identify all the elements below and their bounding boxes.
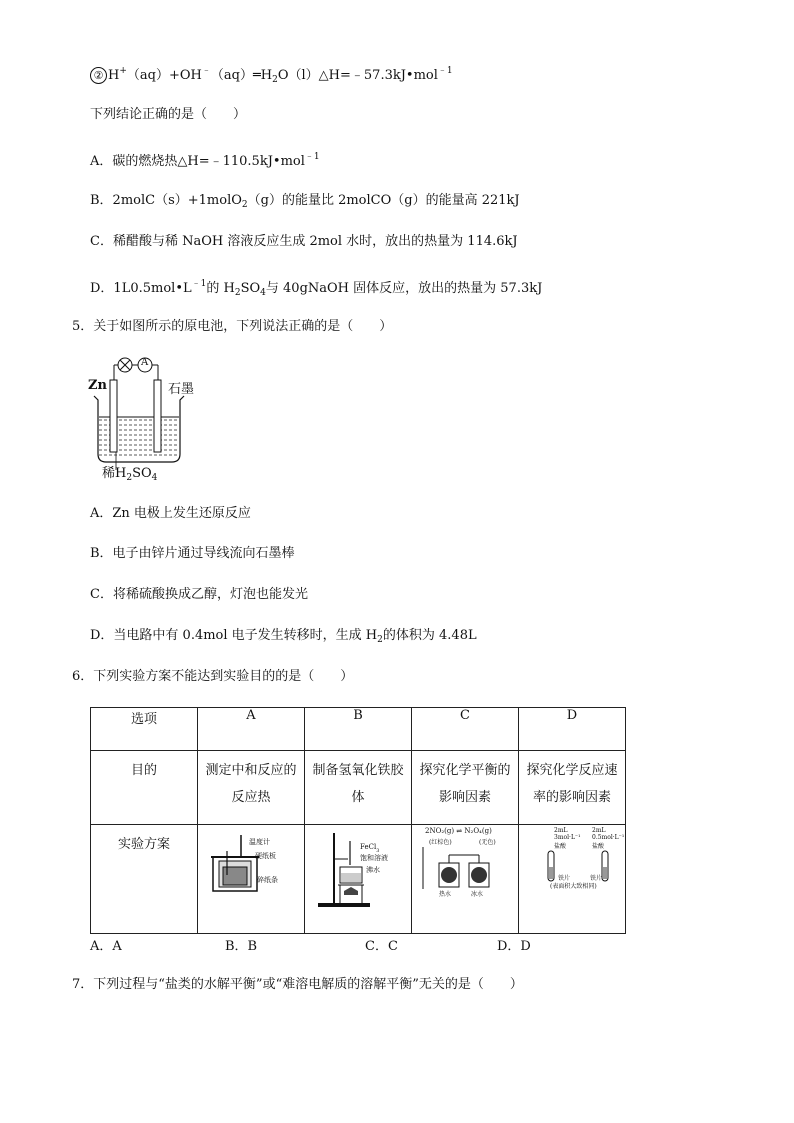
plan-a: [198, 825, 305, 934]
equilibrium-drawing: [421, 847, 509, 907]
q5-option-c: C．将稀硫酸换成乙醇，灯泡也能发光: [90, 587, 308, 602]
q5-option-a: A．Zn 电极上发生还原反应: [90, 506, 251, 521]
q4-option-c: C．稀醋酸与稀 NaOH 溶液反应生成 2mol 水时，放出的热量为 114.6kJ: [90, 234, 518, 249]
table-header-cell: D: [519, 708, 626, 751]
table-row-goal: [91, 751, 626, 825]
plan-d: [519, 825, 626, 934]
equation-2: ② $H^+(aq)+OH^﹣(aq)═H_2O(l)\triangle H=﹣57.3kJ•mol^{﹣1}$: [90, 62, 453, 89]
table-header-cell: A: [198, 708, 305, 751]
plan-label: 实验方案: [91, 825, 198, 934]
q6-option-a: A．A: [90, 939, 122, 954]
table-header-row: [91, 708, 626, 751]
q6-option-b: B．B: [225, 939, 258, 954]
q6-option-d: D．D: [497, 939, 531, 954]
q6-option-c: C．C: [365, 939, 398, 954]
circled-number: ②: [90, 67, 107, 84]
table-header-cell: C: [412, 708, 519, 751]
ammeter-label: A: [141, 357, 149, 368]
galvanic-cell-figure: [88, 352, 208, 482]
goal-c: 探究化学平衡的 影响因素: [412, 751, 519, 825]
equilibrium-figure: 2NO₂(g) ⇌ N₂O₄(g) (红棕色) (无色) 热水 冰水: [421, 827, 509, 897]
q4-option-d: D．$1L0.5mol•L^{﹣1}$的 $H_2SO_4$与 40gNaOH 固体反应，放出的热量为 57.3kJ: [90, 279, 543, 298]
q4-option-b: B．2molC（s）+1molO$_2$（g）的能量比 2molCO（g）的能量高 221kJ: [90, 193, 520, 210]
q5-option-b: B．电子由锌片通过导线流向石墨棒: [90, 546, 295, 561]
zinc-label: Zn: [88, 378, 107, 393]
question-5: 5．关于如图所示的原电池，下列说法正确的是（ ）: [72, 319, 393, 334]
plan-b: [305, 825, 412, 934]
goal-a: 测定中和反应的 反应热: [198, 751, 305, 825]
table-header-cell: B: [305, 708, 412, 751]
table-row-plan: [91, 825, 626, 934]
goal-d: 探究化学反应速 率的影响因素: [519, 751, 626, 825]
colloid-drawing: [314, 829, 402, 909]
q4-option-a: A．碳的燃烧热△H=﹣110.5kJ•mol$^{﹣1}$: [90, 152, 320, 169]
question-6: 6．下列实验方案不能达到实验目的的是（ ）: [72, 669, 354, 684]
plan-c: [412, 825, 519, 934]
colloid-figure: FeCl$_3$ 饱和溶液 沸水: [314, 829, 402, 899]
acid-label: 稀$H_2SO_4$: [102, 466, 158, 483]
graphite-label: 石墨: [168, 382, 195, 397]
calorimeter-figure: 温度计 硬纸板 碎纸条: [207, 835, 295, 905]
table-header-cell: 选项: [91, 708, 198, 751]
question-7: 7．下列过程与“盐类的水解平衡”或“难溶电解质的溶解平衡”无关的是（ ）: [72, 977, 523, 992]
q4-prompt: 下列结论正确的是（ ）: [90, 107, 247, 122]
goal-label: 目的: [91, 751, 198, 825]
reaction-rate-figure: 2mL 3mol·L⁻¹ 盐酸 2mL 0.5mol·L⁻¹ 盐酸 铁片 铁片 (表面积大致相同): [528, 827, 616, 897]
q5-option-d: D．当电路中有 0.4mol 电子发生转移时，生成 $H_2$的体积为 4.48L: [90, 628, 477, 645]
goal-b: 制备氢氧化铁胶 体: [305, 751, 412, 825]
experiment-table: [90, 707, 626, 934]
